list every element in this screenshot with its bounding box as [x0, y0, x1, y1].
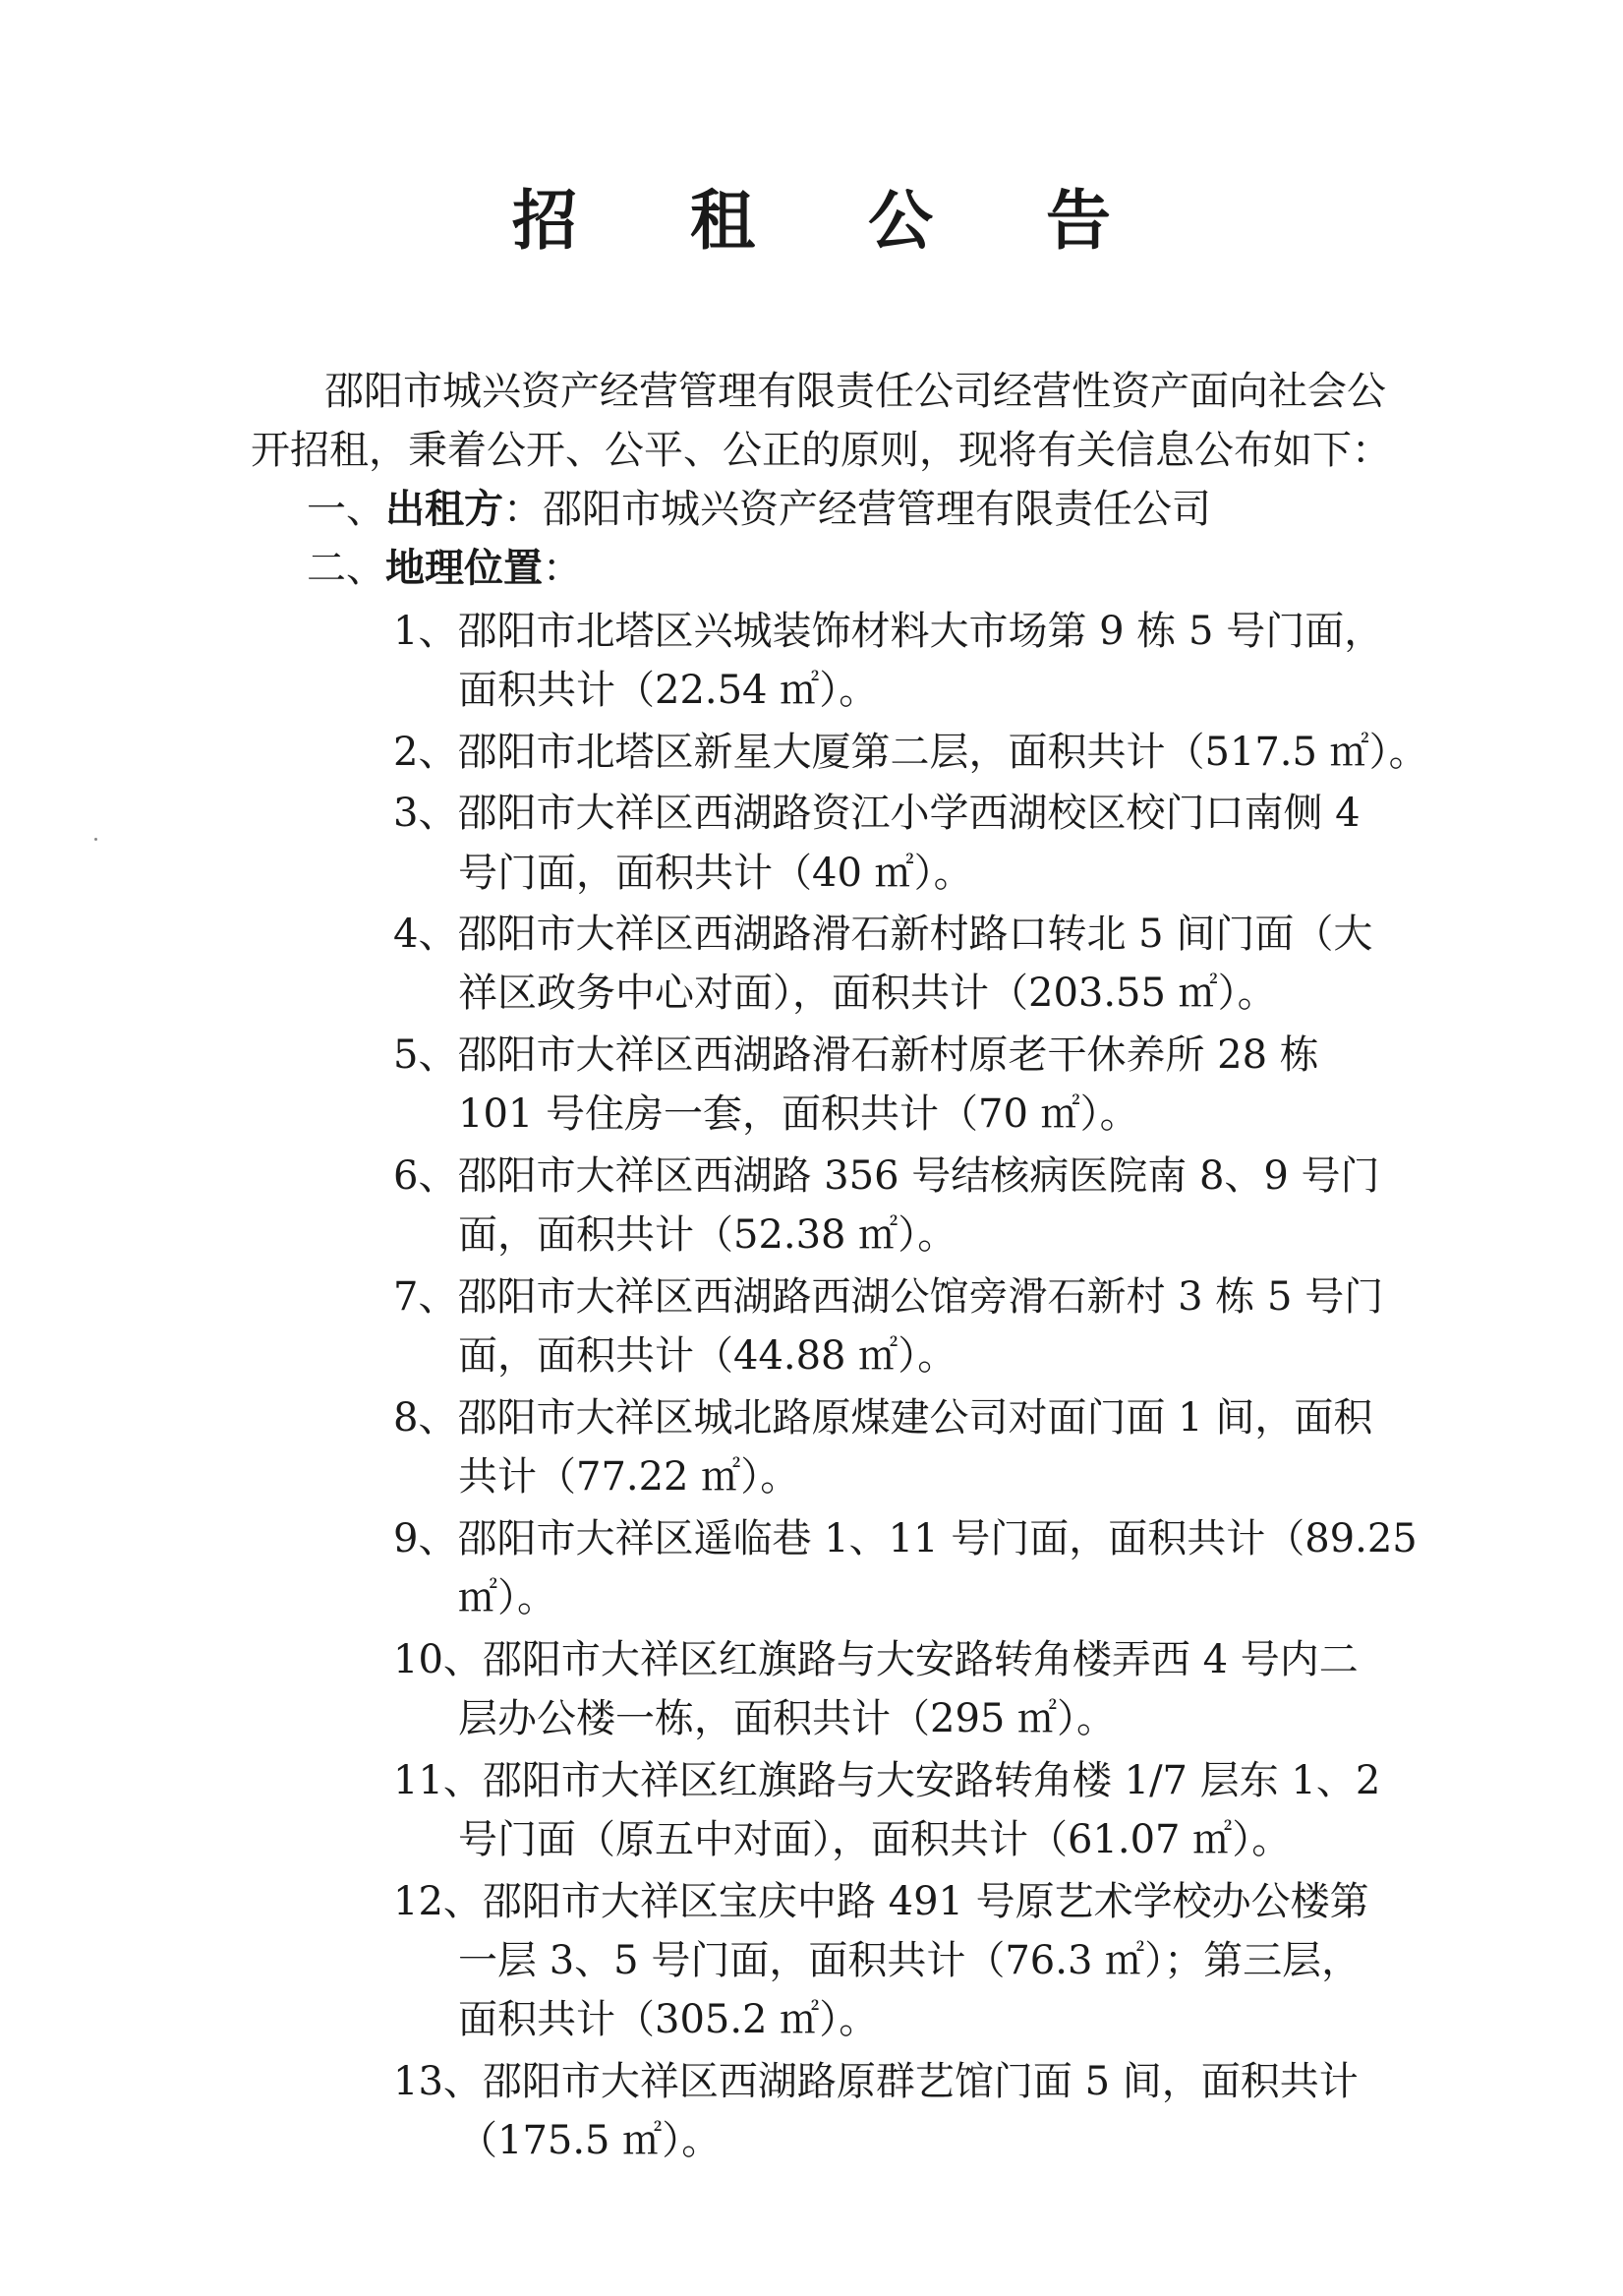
location-colon: ：: [543, 546, 582, 591]
item-number: 6、: [393, 1153, 458, 1199]
lessor-prefix: 一、: [307, 487, 385, 532]
list-item: [393, 1026, 1319, 1085]
item-text: 邵阳市大祥区遥临巷 1、11 号门面，面积共计（89.25: [457, 1516, 1418, 1561]
item-text: 邵阳市大祥区红旗路与大安路转角楼 1/7 层东 1、2: [482, 1758, 1381, 1803]
intro-line-2: 开招租，秉着公开、公平、公正的原则，现将有关信息公布如下：: [251, 428, 1391, 473]
page-title: 招 租 公 告: [512, 183, 1156, 259]
item-continuation: 祥区政务中心对面），面积共计（203.55 ㎡）。: [458, 971, 1277, 1016]
item-continuation: 层办公楼一栋，面积共计（295 ㎡）。: [458, 1696, 1117, 1741]
list-item: [393, 784, 1361, 843]
item-continuation: 101 号住房一套，面积共计（70 ㎡）。: [458, 1091, 1139, 1137]
lessor-value: 邵阳市城兴资产经营管理有限责任公司: [543, 487, 1211, 532]
item-text: 邵阳市北塔区兴城装饰材料大市场第 9 栋 5 号门面，: [457, 609, 1384, 654]
list-item: [393, 2052, 1359, 2111]
list-item: [393, 1509, 1418, 1568]
item-text: 邵阳市大祥区城北路原煤建公司对面门面 1 间，面积: [457, 1395, 1373, 1441]
item-text: 邵阳市大祥区西湖路西湖公馆旁滑石新村 3 栋 5 号门: [457, 1274, 1384, 1320]
item-text: 邵阳市大祥区西湖路滑石新村路口转北 5 间门面（大: [457, 912, 1373, 957]
item-number: 13、: [393, 2059, 483, 2104]
item-number: 12、: [393, 1879, 483, 1924]
location-prefix: 二、: [307, 546, 385, 591]
lessor-colon: ：: [503, 487, 543, 532]
item-number: 8、: [393, 1395, 458, 1441]
location-label: 地理位置: [385, 546, 543, 591]
item-text: 邵阳市大祥区西湖路资江小学西湖校区校门口南侧 4: [457, 791, 1361, 836]
item-continuation: 共计（77.22 ㎡）。: [458, 1454, 800, 1500]
item-text: 邵阳市大祥区红旗路与大安路转角楼弄西 4 号内二: [482, 1637, 1359, 1682]
list-item: [393, 723, 1428, 782]
item-continuation: 面积共计（22.54 ㎡）。: [458, 668, 879, 713]
list-item: [393, 602, 1383, 661]
list-item: [393, 1751, 1380, 1810]
item-text: 邵阳市大祥区西湖路 356 号结核病医院南 8、9 号门: [457, 1153, 1380, 1199]
item-text: 邵阳市大祥区西湖路滑石新村原老干休养所 28 栋: [457, 1032, 1319, 1078]
list-item: [393, 1872, 1369, 1931]
item-number: 5、: [393, 1032, 458, 1078]
item-number: 10、: [393, 1637, 483, 1682]
list-item: [393, 1388, 1372, 1447]
item-number: 4、: [393, 912, 458, 957]
item-number: 3、: [393, 791, 458, 836]
item-number: 9、: [393, 1516, 458, 1561]
list-item: [393, 905, 1372, 964]
item-continuation: （175.5 ㎡）。: [458, 2118, 722, 2163]
item-number: 1、: [393, 609, 458, 654]
location-heading: [307, 539, 582, 598]
item-number: 7、: [393, 1274, 458, 1320]
list-item: [393, 1267, 1383, 1326]
item-continuation: 面，面积共计（52.38 ㎡）。: [458, 1212, 957, 1258]
item-continuation: 面积共计（305.2 ㎡）。: [458, 1997, 879, 2042]
scan-speck: [94, 838, 97, 841]
item-continuation: 面，面积共计（44.88 ㎡）。: [458, 1333, 957, 1379]
list-item: [393, 1147, 1380, 1206]
intro-line-1: 邵阳市城兴资产经营管理有限责任公司经营性资产面向社会公: [324, 369, 1386, 414]
item-continuation: 号门面，面积共计（40 ㎡）。: [458, 851, 973, 896]
item-number: 11、: [393, 1758, 483, 1803]
item-continuation: ㎡）。: [458, 1575, 556, 1620]
lessor-label: 出租方: [385, 487, 503, 532]
item-text: 邵阳市大祥区宝庆中路 491 号原艺术学校办公楼第: [482, 1879, 1369, 1924]
item-continuation: 号门面（原五中对面），面积共计（61.07 ㎡）。: [458, 1817, 1292, 1862]
list-item: [393, 1630, 1359, 1689]
item-text: 邵阳市大祥区西湖路原群艺馆门面 5 间，面积共计: [482, 2059, 1359, 2104]
lessor-section: [307, 480, 1211, 539]
item-continuation: 一层 3、5 号门面，面积共计（76.3 ㎡）；第三层，: [458, 1938, 1362, 1983]
item-text: 邵阳市北塔区新星大厦第二层，面积共计（517.5 ㎡）。: [457, 730, 1428, 775]
item-number: 2、: [393, 730, 458, 775]
